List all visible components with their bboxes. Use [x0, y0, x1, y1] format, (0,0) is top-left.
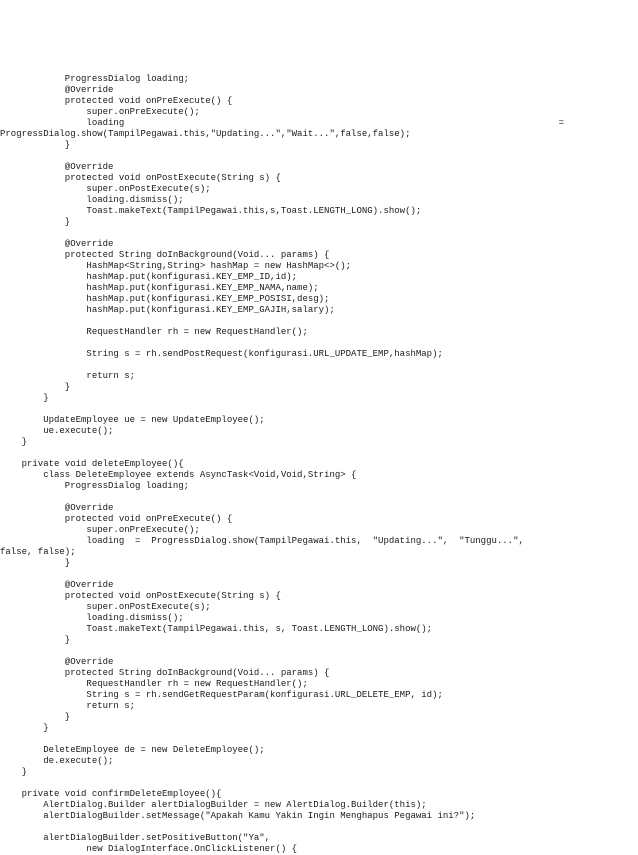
code-line: loading.dismiss(); — [0, 195, 184, 205]
code-line: protected void onPreExecute() { — [0, 96, 233, 106]
code-line: ProgressDialog.show(TampilPegawai.this,"Updating...","Wait...",false,false); — [0, 129, 411, 139]
code-line: super.onPreExecute(); — [0, 107, 200, 117]
code-line: protected String doInBackground(Void... params) { — [0, 668, 330, 678]
code-line — [0, 778, 638, 789]
code-line: protected void onPostExecute(String s) { — [0, 173, 281, 183]
code-line: ProgressDialog loading; — [0, 74, 190, 84]
code-line: protected void onPreExecute() { — [0, 514, 233, 524]
code-line: hashMap.put(konfigurasi.KEY_EMP_GAJIH,salary); — [0, 305, 335, 315]
code-line: String s = rh.sendPostRequest(konfigurasi.URL_UPDATE_EMP,hashMap); — [0, 349, 443, 359]
code-line: Toast.makeText(TampilPegawai.this, s, Toast.LENGTH_LONG).show(); — [0, 624, 433, 634]
code-line — [0, 338, 638, 349]
code-line: } — [0, 712, 71, 722]
assignment-operator: = — [558, 118, 564, 128]
code-line: hashMap.put(konfigurasi.KEY_EMP_POSISI,desg); — [0, 294, 330, 304]
code-line: RequestHandler rh = new RequestHandler(); — [0, 327, 308, 337]
code-line: } — [0, 635, 71, 645]
code-line: class DeleteEmployee extends AsyncTask<Void,Void,String> { — [0, 470, 357, 480]
code-line: } — [0, 437, 28, 447]
code-line: loading — [0, 118, 125, 128]
code-line: new DialogInterface.OnClickListener() { — [0, 844, 298, 854]
code-line: private void deleteEmployee(){ — [0, 459, 184, 469]
code-line: } — [0, 382, 71, 392]
code-line: @Override — [0, 657, 114, 667]
code-line: super.onPostExecute(s); — [0, 602, 211, 612]
code-line: } — [0, 140, 71, 150]
code-line — [0, 316, 638, 327]
code-line: UpdateEmployee ue = new UpdateEmployee(); — [0, 415, 265, 425]
code-line — [0, 360, 638, 371]
code-line: AlertDialog.Builder alertDialogBuilder = new AlertDialog.Builder(this); — [0, 800, 427, 810]
code-line: hashMap.put(konfigurasi.KEY_EMP_NAMA,name); — [0, 283, 319, 293]
code-line: String s = rh.sendGetRequestParam(konfigurasi.URL_DELETE_EMP, id); — [0, 690, 443, 700]
code-line — [0, 646, 638, 657]
code-line: super.onPreExecute(); — [0, 525, 200, 535]
code-line: alertDialogBuilder.setPositiveButton("Ya", — [0, 833, 271, 843]
code-line: HashMap<String,String> hashMap = new HashMap<>(); — [0, 261, 352, 271]
code-line: } — [0, 767, 28, 777]
code-line — [0, 404, 638, 415]
code-line: @Override — [0, 580, 114, 590]
code-line — [0, 228, 638, 239]
code-line: false, false); — [0, 547, 76, 557]
code-line — [0, 151, 638, 162]
code-listing — [0, 74, 638, 855]
code-line: return s; — [0, 701, 136, 711]
code-line — [0, 448, 638, 459]
code-line — [0, 734, 638, 745]
code-line: } — [0, 723, 49, 733]
code-line: protected void onPostExecute(String s) { — [0, 591, 281, 601]
code-line: protected String doInBackground(Void... params) { — [0, 250, 330, 260]
code-line — [0, 569, 638, 580]
code-line: @Override — [0, 503, 114, 513]
code-line: Toast.makeText(TampilPegawai.this,s,Toast.LENGTH_LONG).show(); — [0, 206, 422, 216]
code-line — [0, 492, 638, 503]
code-line — [0, 822, 638, 833]
code-line: loading = ProgressDialog.show(TampilPegawai.this, "Updating...", "Tunggu...", — [0, 536, 524, 546]
code-line: loading.dismiss(); — [0, 613, 184, 623]
code-line: } — [0, 393, 49, 403]
code-line: ue.execute(); — [0, 426, 114, 436]
code-line: DeleteEmployee de = new DeleteEmployee(); — [0, 745, 265, 755]
code-line: @Override — [0, 162, 114, 172]
code-line: super.onPostExecute(s); — [0, 184, 211, 194]
code-line: @Override — [0, 85, 114, 95]
code-line: @Override — [0, 239, 114, 249]
code-line: alertDialogBuilder.setMessage("Apakah Kamu Yakin Ingin Menghapus Pegawai ini?"); — [0, 811, 476, 821]
code-line: de.execute(); — [0, 756, 114, 766]
code-line: private void confirmDeleteEmployee(){ — [0, 789, 222, 799]
code-line: return s; — [0, 371, 136, 381]
code-line: } — [0, 558, 71, 568]
code-line: hashMap.put(konfigurasi.KEY_EMP_ID,id); — [0, 272, 298, 282]
code-line: ProgressDialog loading; — [0, 481, 190, 491]
code-line: } — [0, 217, 71, 227]
code-line: RequestHandler rh = new RequestHandler(); — [0, 679, 308, 689]
